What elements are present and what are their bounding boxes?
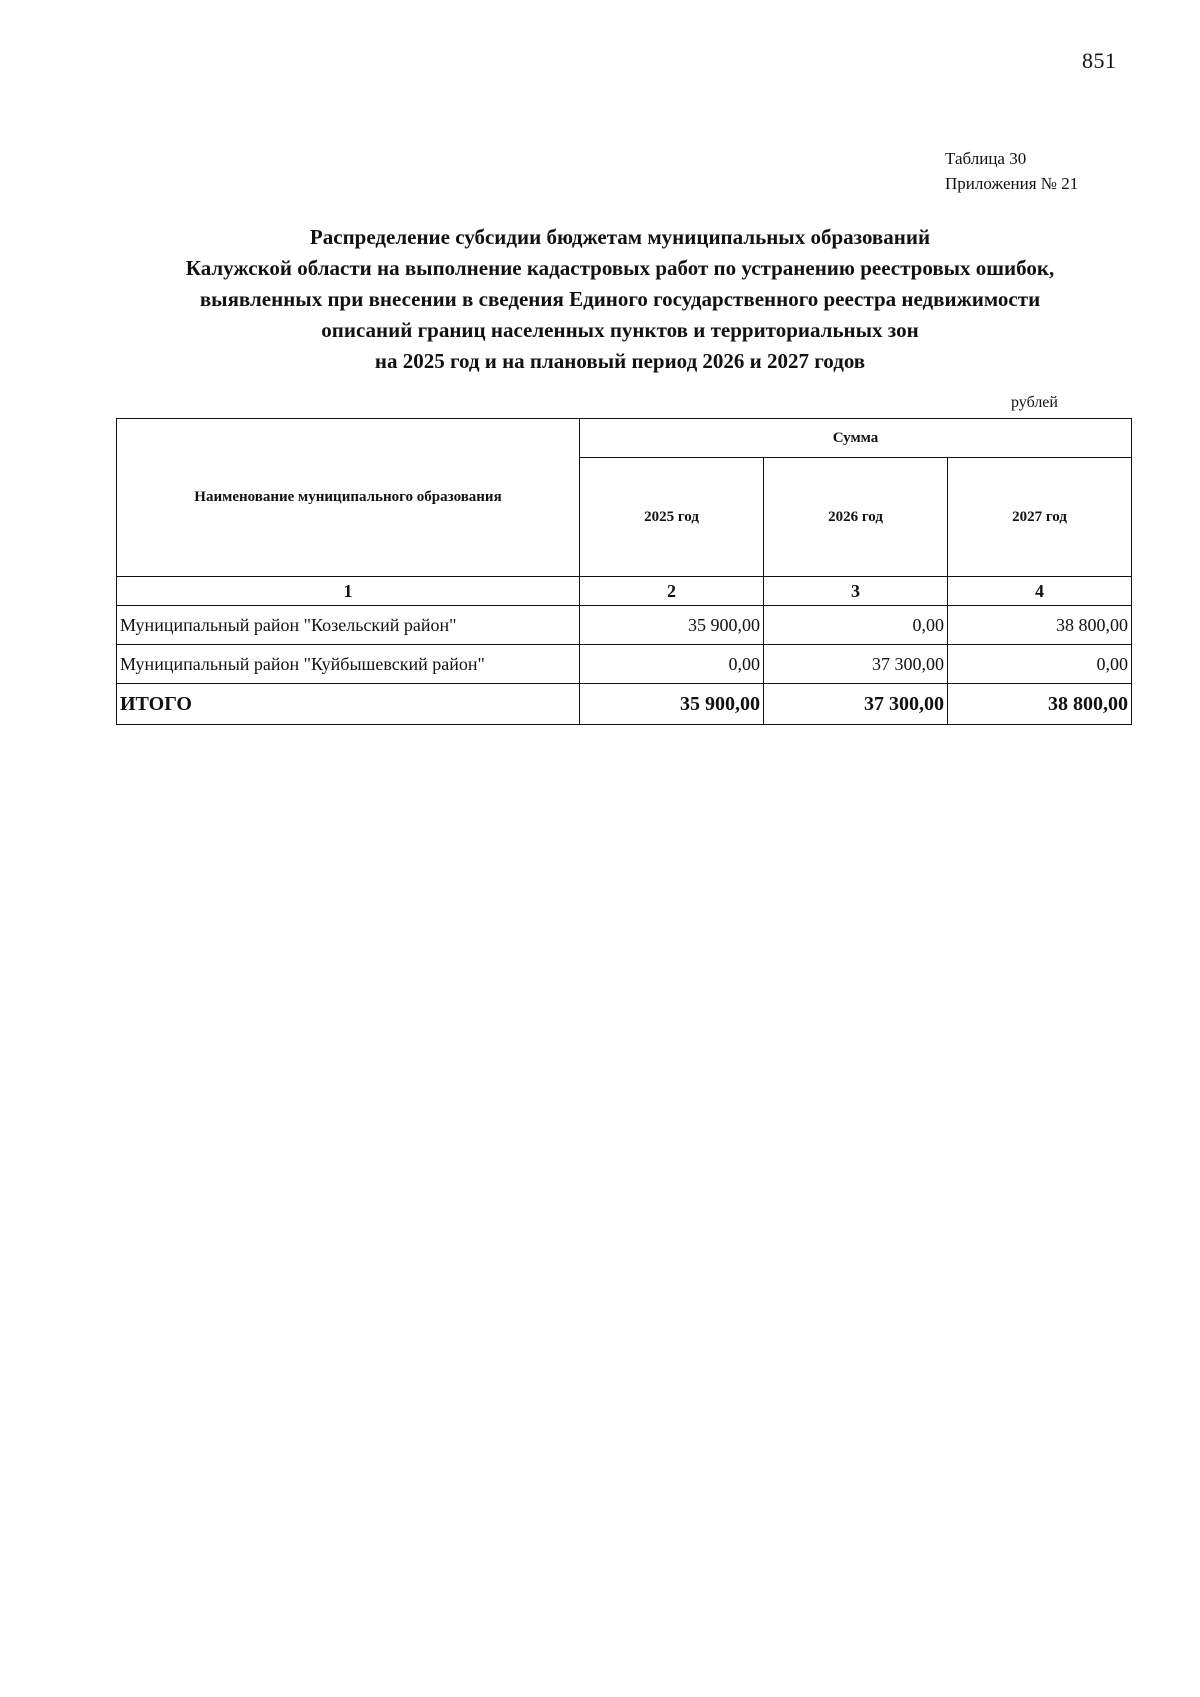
subsidy-table	[116, 418, 1132, 725]
total-2026: 37 300,00	[764, 684, 948, 725]
total-row	[117, 684, 1132, 725]
total-label: ИТОГО	[117, 684, 580, 725]
title-line: описаний границ населенных пунктов и территориальных зон	[321, 318, 919, 342]
header-sum: Сумма	[580, 419, 1132, 458]
municipality-name: Муниципальный район "Козельский район"	[117, 606, 580, 645]
title-line: выявленных при внесении в сведения Единого государственного реестра недвижимости	[199, 287, 1041, 311]
title-line: Калужской области на выполнение кадастровых работ по устранению реестровых ошибок,	[185, 256, 1055, 280]
column-number: 2	[580, 577, 764, 606]
appendix-label: Приложения № 21	[945, 174, 1079, 193]
column-numbers-row	[117, 577, 1132, 606]
table-row	[117, 645, 1132, 684]
amount-2027: 0,00	[948, 645, 1132, 684]
amount-2027: 38 800,00	[948, 606, 1132, 645]
header-year: 2026 год	[764, 458, 948, 577]
municipality-name: Муниципальный район "Куйбышевский район"	[117, 645, 580, 684]
column-number: 1	[117, 577, 580, 606]
table-row	[117, 606, 1132, 645]
units-label: рублей	[1011, 394, 1058, 411]
amount-2026: 0,00	[764, 606, 948, 645]
header-row	[117, 419, 1132, 458]
column-number: 4	[948, 577, 1132, 606]
column-number: 3	[764, 577, 948, 606]
appendix-reference	[945, 146, 1078, 196]
document-title	[120, 222, 1120, 377]
table-label: Таблица 30	[945, 149, 1027, 168]
total-2025: 35 900,00	[580, 684, 764, 725]
amount-2026: 37 300,00	[764, 645, 948, 684]
header-year: 2025 год	[580, 458, 764, 577]
header-year: 2027 год	[948, 458, 1132, 577]
page-number: 851	[1082, 48, 1117, 73]
title-line: на 2025 год и на плановый период 2026 и 2027 годов	[374, 349, 866, 373]
header-name: Наименование муниципального образования	[117, 419, 580, 577]
amount-2025: 35 900,00	[580, 606, 764, 645]
amount-2025: 0,00	[580, 645, 764, 684]
total-2027: 38 800,00	[948, 684, 1132, 725]
title-line: Распределение субсидии бюджетам муниципальных образований	[309, 225, 931, 249]
